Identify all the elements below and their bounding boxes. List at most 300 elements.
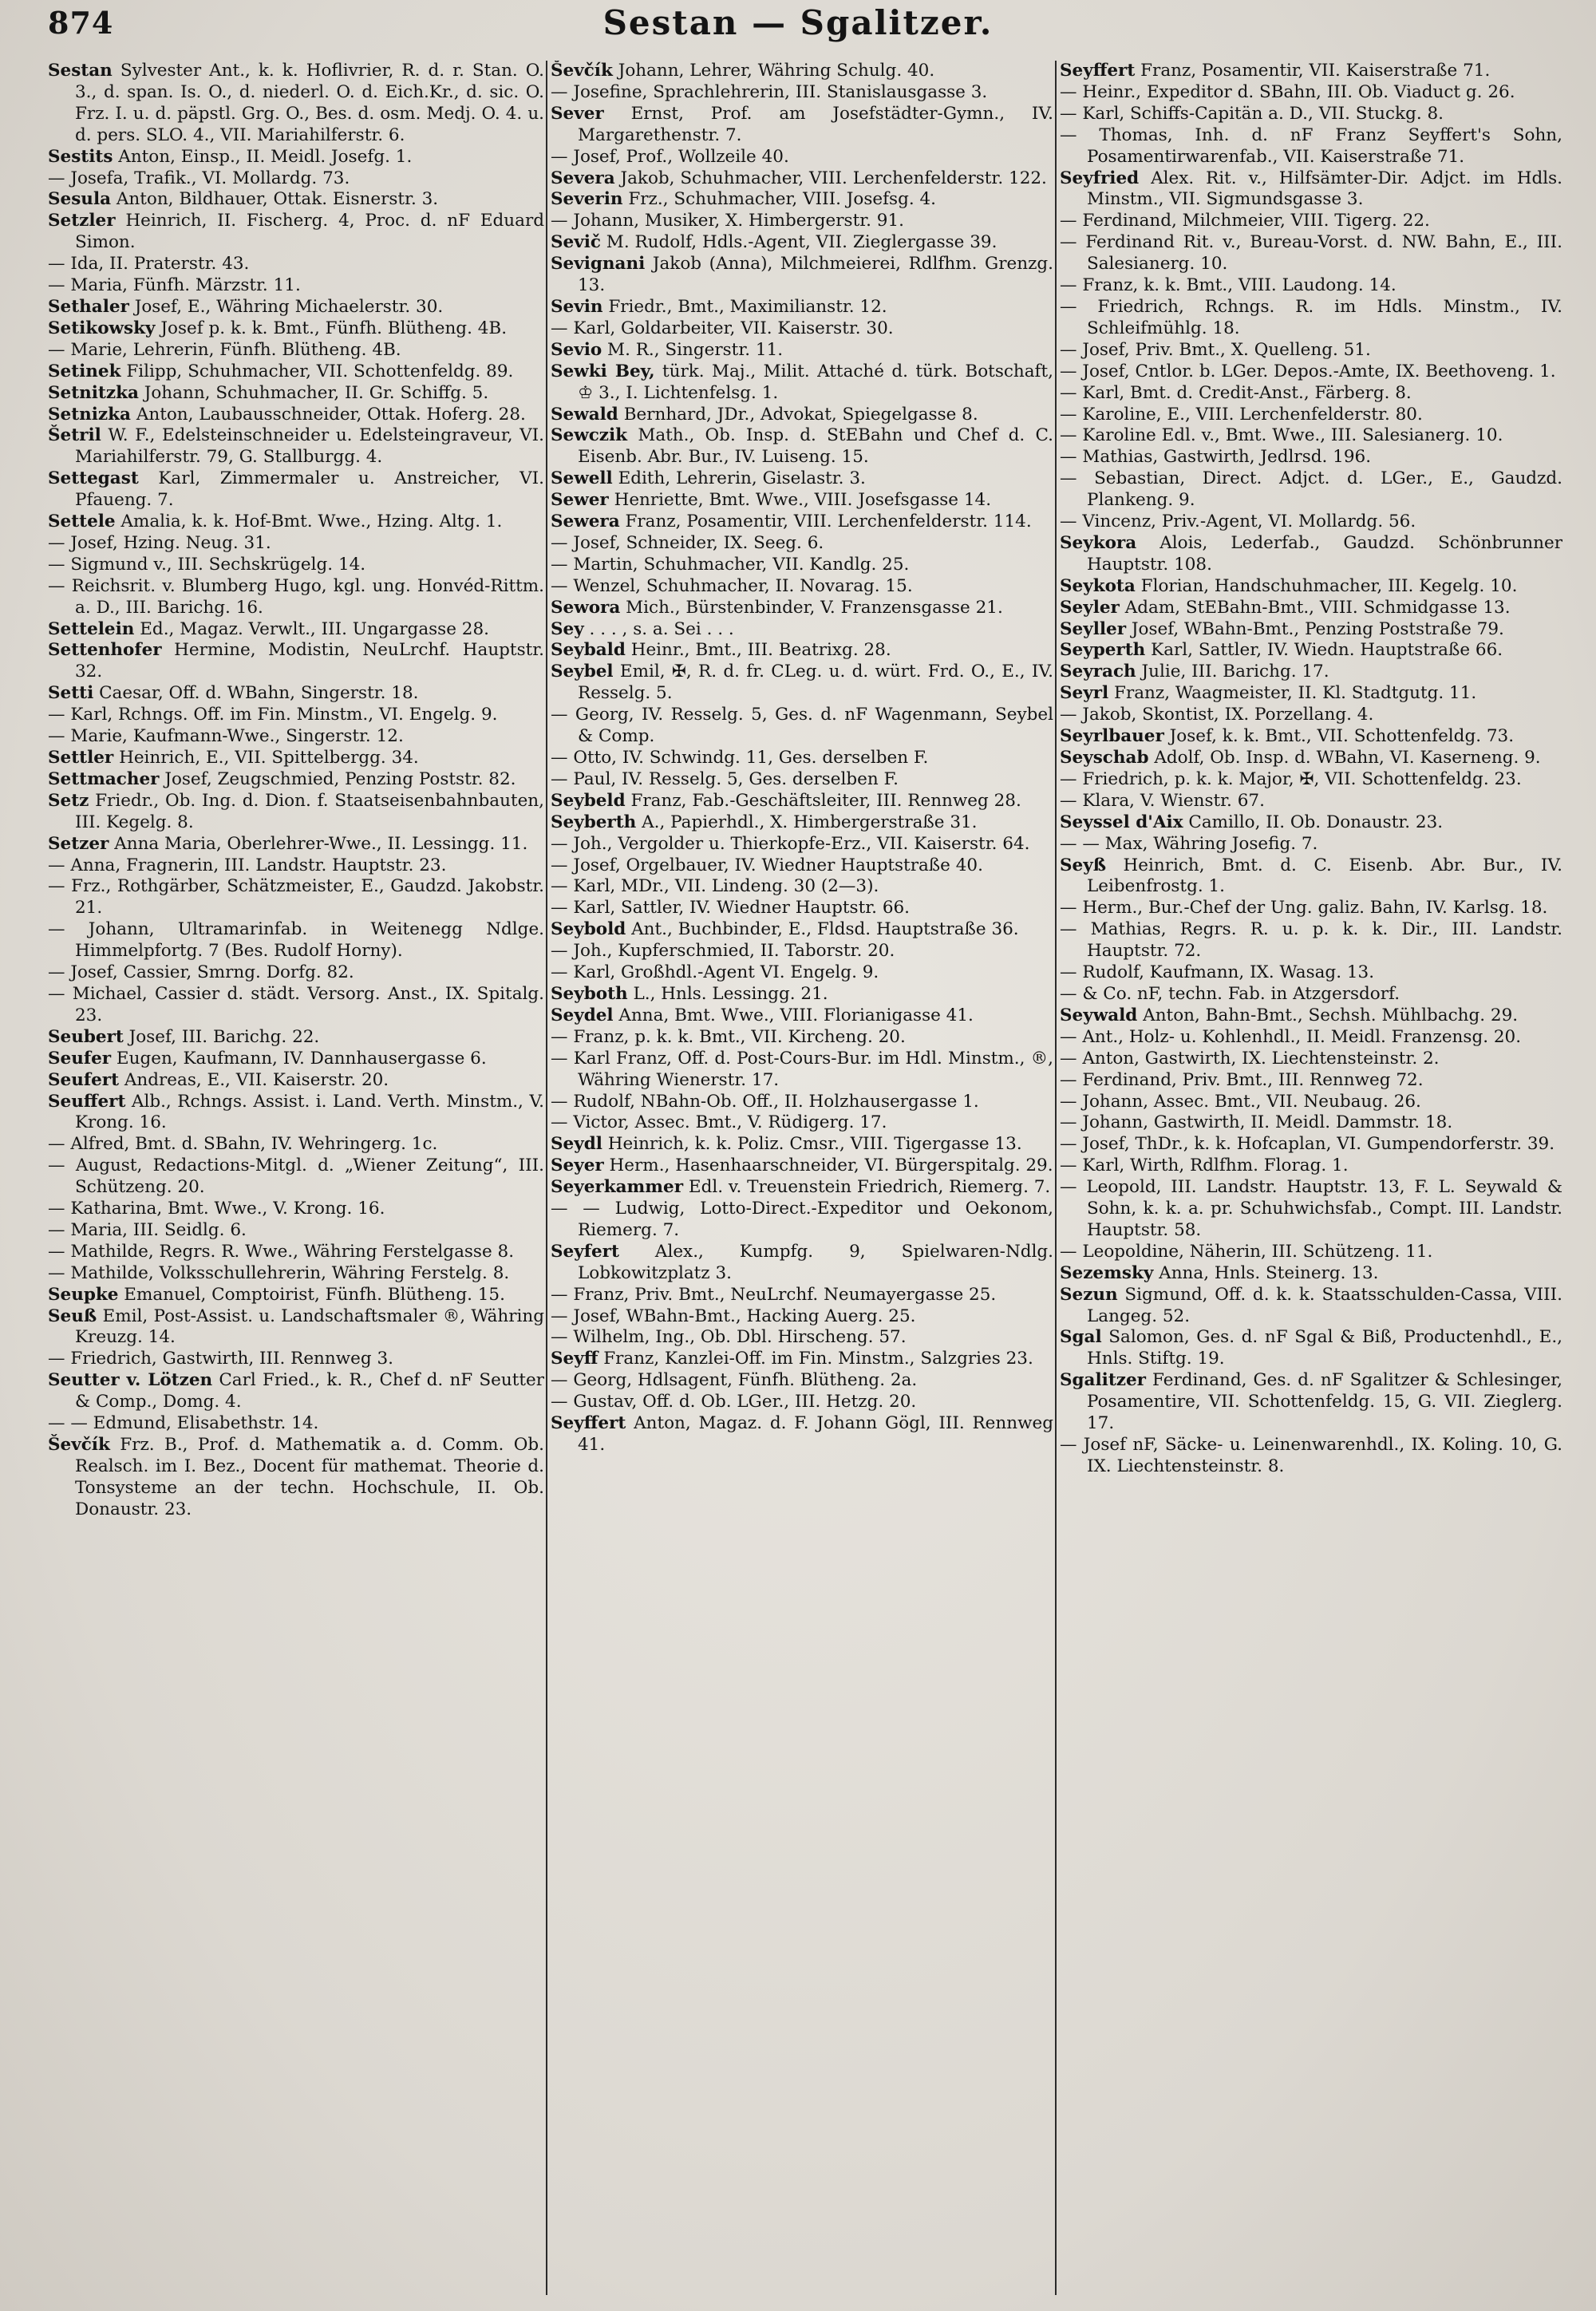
directory-entry bbox=[1060, 1049, 1562, 1070]
directory-entry bbox=[48, 1092, 544, 1135]
entry-details: Emanuel, Comptoirist, Fünfh. Blütheng. 15. bbox=[118, 1284, 505, 1305]
directory-entry bbox=[1060, 705, 1562, 726]
column-divider-1 bbox=[546, 61, 547, 2295]
directory-entry bbox=[1060, 1027, 1562, 1049]
entry-details: — Ferdinand Rit. v., Bureau-Vorst. d. NW. Bahn, E., III. Salesianerg. 10. bbox=[1060, 232, 1562, 275]
entry-surname: Setz bbox=[48, 790, 89, 811]
directory-entry bbox=[48, 769, 544, 791]
entry-details: Andreas, E., VII. Kaiserstr. 20. bbox=[119, 1069, 389, 1090]
entry-details: — Josef, Priv. Bmt., X. Quelleng. 51. bbox=[1060, 339, 1371, 360]
entry-surname: Seybold bbox=[551, 919, 626, 940]
directory-entry bbox=[551, 769, 1053, 791]
directory-entry bbox=[551, 919, 1053, 941]
entry-details: — Mathias, Regrs. R. u. p. k. k. Dir., III. Landstr. Hauptstr. 72. bbox=[1060, 919, 1562, 962]
directory-entry bbox=[551, 1285, 1053, 1306]
entry-details: — Klara, V. Wienstr. 67. bbox=[1060, 790, 1265, 811]
directory-entry bbox=[48, 576, 544, 619]
directory-entry bbox=[551, 619, 1053, 641]
entry-details: L., Hnls. Lessingg. 21. bbox=[627, 983, 828, 1004]
entry-details: Alex. Rit. v., Hilfsämter-Dir. Adjct. im Hdls. Minstm., VII. Sigmundsgasse 3. bbox=[1087, 168, 1562, 210]
entry-details: Eugen, Kaufmann, IV. Dannhausergasse 6. bbox=[111, 1048, 487, 1069]
entry-details: Franz, Kanzlei-Off. im Fin. Minstm., Salzgries 23. bbox=[598, 1349, 1033, 1369]
directory-entry bbox=[1060, 340, 1562, 361]
entry-details: Filipp, Schuhmacher, VII. Schottenfeldg. 89. bbox=[120, 361, 514, 381]
entry-details: Alex., Kumpfg. 9, Spielwaren-Ndlg. Lobkowitzplatz 3. bbox=[578, 1241, 1053, 1283]
directory-entry bbox=[48, 855, 544, 877]
entry-details: Adolf, Ob. Insp. d. WBahn, VI. Kaserneng. 9. bbox=[1148, 748, 1541, 768]
entry-details: Sylvester Ant., k. k. Hoflivrier, R. d. r. Stan. O. 3., d. span. Is. O., d. niederl. O. d. Eich.Kr., d. sic. O. Frz. I. u. d. päpstl. Grg. O., Bes. d. osm. Medj. O. 4. u. d. pers. SLO. 4., VII. Mariahilferstr. 6. bbox=[75, 61, 544, 145]
directory-entry bbox=[551, 340, 1053, 361]
directory-entry bbox=[1060, 1092, 1562, 1113]
entry-details: — Heinr., Expeditor d. SBahn, III. Ob. Viaduct g. 26. bbox=[1060, 81, 1515, 102]
directory-entry bbox=[1060, 82, 1562, 104]
directory-entry bbox=[48, 168, 544, 190]
directory-entry bbox=[1060, 425, 1562, 447]
entry-surname: Seyschab bbox=[1060, 748, 1149, 768]
entry-details: Sigmund, Off. d. k. k. Staatsschulden-Cassa, VIII. Langeg. 52. bbox=[1087, 1284, 1562, 1326]
entry-details: Florian, Handschuhmacher, III. Kegelg. 10. bbox=[1135, 575, 1518, 596]
entry-surname: Seyfried bbox=[1060, 168, 1140, 188]
directory-entry bbox=[48, 1370, 544, 1413]
entry-surname: Seyffert bbox=[551, 1413, 626, 1434]
entry-details: — Maria, Fünfh. Märzstr. 11. bbox=[48, 275, 301, 296]
entry-surname: Setti bbox=[48, 683, 94, 704]
directory-entry bbox=[551, 189, 1053, 211]
directory-entry bbox=[551, 812, 1053, 834]
entry-details: Josef p. k. k. Bmt., Fünfh. Blütheng. 4B. bbox=[155, 318, 508, 338]
directory-entry bbox=[1060, 812, 1562, 834]
directory-entry bbox=[551, 468, 1053, 490]
entry-details: Anna, Bmt. Wwe., VIII. Florianigasse 41. bbox=[613, 1005, 974, 1025]
directory-entry bbox=[1060, 1005, 1562, 1027]
entry-surname: Seufert bbox=[48, 1069, 120, 1090]
directory-entry bbox=[551, 1199, 1053, 1242]
directory-entry bbox=[1060, 769, 1562, 791]
entry-surname: Settenhofer bbox=[48, 640, 162, 661]
entry-details: Math., Ob. Insp. d. StEBahn und Chef d. C. Eisenb. Abr. Bur., IV. Luiseng. 15. bbox=[578, 425, 1053, 468]
directory-entry bbox=[1060, 104, 1562, 125]
entry-details: Anton, Einsp., II. Meidl. Josefg. 1. bbox=[113, 146, 413, 167]
directory-entry bbox=[551, 941, 1053, 962]
directory-entry bbox=[48, 1134, 544, 1156]
directory-entry bbox=[1060, 447, 1562, 468]
entry-details: — Katharina, Bmt. Wwe., V. Krong. 16. bbox=[48, 1199, 385, 1219]
entry-details: — Josef nF, Säcke- u. Leinenwarenhdl., IX. Koling. 10, G. IX. Liechtensteinstr. 8. bbox=[1060, 1435, 1562, 1476]
directory-entry bbox=[48, 683, 544, 705]
entry-surname: Seyberth bbox=[551, 812, 637, 832]
entry-details: Camillo, II. Ob. Donaustr. 23. bbox=[1183, 812, 1444, 832]
entry-details: — Wilhelm, Ing., Ob. Dbl. Hirscheng. 57. bbox=[551, 1327, 907, 1348]
entry-surname: Seuß bbox=[48, 1306, 97, 1326]
entry-surname: Seydl bbox=[551, 1134, 602, 1155]
directory-entry bbox=[48, 1435, 544, 1521]
entry-details: — Frz., Rothgärber, Schätzmeister, E., Gaudzd. Jakobstr. 21. bbox=[48, 876, 544, 918]
entry-surname: Sesula bbox=[48, 189, 112, 210]
entry-surname: Settegast bbox=[48, 468, 139, 489]
directory-entry bbox=[551, 855, 1053, 877]
entry-surname: Sevin bbox=[551, 296, 603, 317]
entry-surname: Settelein bbox=[48, 618, 135, 639]
directory-entry bbox=[551, 1027, 1053, 1049]
directory-entry bbox=[551, 1134, 1053, 1156]
directory-entry bbox=[551, 1049, 1053, 1092]
entry-surname: Seyrl bbox=[1060, 683, 1109, 704]
entry-details: — Karl, Bmt. d. Credit-Anst., Färberg. 8. bbox=[1060, 382, 1412, 403]
directory-entry bbox=[551, 748, 1053, 769]
directory-entry bbox=[1060, 962, 1562, 984]
directory-entry bbox=[551, 318, 1053, 340]
entry-details: — Josef, WBahn-Bmt., Hacking Auerg. 25. bbox=[551, 1306, 916, 1326]
directory-entry bbox=[551, 1177, 1053, 1199]
directory-entry bbox=[48, 61, 544, 147]
directory-entry bbox=[551, 1306, 1053, 1328]
entry-details: — Vincenz, Priv.-Agent, VI. Mollardg. 56. bbox=[1060, 512, 1416, 532]
directory-entry bbox=[1060, 468, 1562, 512]
entry-details: — Mathilde, Regrs. R. Wwe., Währing Ferstelgasse 8. bbox=[48, 1241, 515, 1262]
entry-surname: Setikowsky bbox=[48, 318, 156, 338]
directory-entry bbox=[551, 1242, 1053, 1285]
entry-surname: Setinek bbox=[48, 361, 121, 381]
directory-entry bbox=[1060, 640, 1562, 662]
entry-details: — Leopold, III. Landstr. Hauptstr. 13, F. L. Seywald & Sohn, k. k. a. pr. Schuhwichsfab., Compt. III. Landstr. Hauptstr. 58. bbox=[1060, 1177, 1562, 1240]
entry-surname: Seybel bbox=[551, 662, 614, 682]
entry-details: — Josefine, Sprachlehrerin, III. Stanislausgasse 3. bbox=[551, 81, 988, 102]
entry-details: M. Rudolf, Hdls.-Agent, VII. Zieglergasse 39. bbox=[600, 232, 998, 253]
directory-entry bbox=[551, 1392, 1053, 1413]
entry-details: — — Edmund, Elisabethstr. 14. bbox=[48, 1413, 319, 1434]
directory-entry bbox=[1060, 1134, 1562, 1156]
entry-surname: Seuffert bbox=[48, 1091, 126, 1112]
entry-surname: Seybald bbox=[551, 640, 626, 661]
directory-entry bbox=[551, 1413, 1053, 1456]
entry-surname: Sgal bbox=[1060, 1327, 1102, 1348]
directory-entry bbox=[48, 726, 544, 748]
entry-details: Alois, Lederfab., Gaudzd. Schönbrunner Hauptstr. 108. bbox=[1087, 532, 1562, 575]
entry-details: Josef, Zeugschmied, Penzing Poststr. 82. bbox=[159, 768, 516, 789]
directory-entry bbox=[551, 962, 1053, 984]
directory-entry bbox=[48, 1306, 544, 1349]
entry-details: — Rudolf, NBahn-Ob. Off., II. Holzhausergasse 1. bbox=[551, 1091, 979, 1112]
directory-entry bbox=[551, 361, 1053, 405]
entry-details: Frz., Schuhmacher, VIII. Josefsg. 4. bbox=[622, 189, 937, 210]
entry-details: . . . , s. a. Sei . . . bbox=[583, 618, 734, 639]
entry-surname: Ševčík bbox=[48, 1435, 110, 1455]
entry-surname: Seyerkammer bbox=[551, 1177, 684, 1198]
directory-entry bbox=[48, 512, 544, 533]
entry-details: Anna Maria, Oberlehrer-Wwe., II. Lessingg. 11. bbox=[109, 833, 528, 854]
directory-entry bbox=[551, 598, 1053, 619]
entry-details: — Marie, Lehrerin, Fünfh. Blütheng. 4B. bbox=[48, 339, 401, 360]
entry-details: — Josef, Schneider, IX. Seeg. 6. bbox=[551, 532, 824, 553]
entry-surname: Sewell bbox=[551, 468, 613, 489]
directory-entry bbox=[551, 834, 1053, 855]
entry-details: — Josef, Hzing. Neug. 31. bbox=[48, 532, 271, 553]
directory-entry bbox=[1060, 61, 1562, 82]
directory-entry bbox=[48, 361, 544, 383]
entry-details: — Karl, Großhdl.-Agent VI. Engelg. 9. bbox=[551, 962, 879, 983]
entry-surname: Seyff bbox=[551, 1349, 598, 1369]
entry-surname: Seyß bbox=[1060, 855, 1107, 875]
entry-details: Hermine, Modistin, NeuLrchf. Hauptstr. 32. bbox=[75, 640, 544, 682]
entry-details: türk. Maj., Milit. Attaché d. türk. Botschaft, ♔ 3., I. Lichtenfelsg. 1. bbox=[578, 361, 1053, 403]
entry-details: M. R., Singerstr. 11. bbox=[602, 339, 784, 360]
entry-surname: Seyfert bbox=[551, 1241, 619, 1262]
entry-details: Friedr., Ob. Ing. d. Dion. f. Staatseisenbahnbauten, III. Kegelg. 8. bbox=[75, 790, 544, 832]
entry-details: — Johann, Ultramarinfab. in Weitenegg Ndlge. Himmelpfortg. 7 (Bes. Rudolf Horny). bbox=[48, 919, 544, 962]
entry-details: — Friedrich, p. k. k. Major, ✠, VII. Schottenfeldg. 23. bbox=[1060, 768, 1522, 789]
directory-entry bbox=[551, 405, 1053, 426]
column-3 bbox=[1060, 61, 1562, 2295]
directory-entry bbox=[1060, 662, 1562, 683]
entry-details: — Ida, II. Praterstr. 43. bbox=[48, 254, 250, 275]
directory-entry bbox=[1060, 748, 1562, 769]
directory-entry bbox=[48, 1413, 544, 1435]
directory-entry bbox=[48, 1070, 544, 1092]
directory-entry bbox=[48, 533, 544, 555]
directory-entry bbox=[1060, 275, 1562, 297]
directory-entry bbox=[551, 1370, 1053, 1392]
directory-entry bbox=[1060, 297, 1562, 340]
directory-entry bbox=[1060, 125, 1562, 168]
directory-entry bbox=[551, 61, 1053, 82]
entry-details: A., Papierhdl., X. Himbergerstraße 31. bbox=[636, 812, 978, 832]
directory-entry bbox=[48, 318, 544, 340]
entry-details: Franz, Waagmeister, II. Kl. Stadtgutg. 11. bbox=[1108, 683, 1477, 704]
directory-entry bbox=[48, 962, 544, 984]
directory-entry bbox=[551, 898, 1053, 919]
entry-details: — Franz, p. k. k. Bmt., VII. Kircheng. 20. bbox=[551, 1026, 906, 1047]
entry-surname: Seyer bbox=[551, 1156, 604, 1176]
entry-details: Heinr., Bmt., III. Beatrixg. 28. bbox=[625, 640, 891, 661]
entry-details: Emil, ✠, R. d. fr. CLeg. u. d. würt. Frd. O., E., IV. Resselg. 5. bbox=[578, 662, 1053, 704]
entry-details: — & Co. nF, techn. Fab. in Atzgersdorf. bbox=[1060, 983, 1400, 1004]
directory-entry bbox=[48, 748, 544, 769]
column-divider-2 bbox=[1055, 61, 1057, 2295]
directory-entry bbox=[1060, 533, 1562, 576]
page-header bbox=[0, 0, 1596, 49]
entry-surname: Sestits bbox=[48, 146, 113, 167]
directory-entry bbox=[48, 984, 544, 1027]
entry-details: — Ferdinand, Priv. Bmt., III. Rennweg 72. bbox=[1060, 1069, 1424, 1090]
entry-details: Josef, E., Währing Michaelerstr. 30. bbox=[128, 296, 444, 317]
entry-details: Franz, Posamentir, VII. Kaiserstraße 71. bbox=[1135, 61, 1491, 81]
entry-details: — Josef, Cassier, Smrng. Dorfg. 82. bbox=[48, 962, 354, 983]
directory-entry bbox=[551, 640, 1053, 662]
entry-details: — Maria, III. Seidlg. 6. bbox=[48, 1219, 247, 1240]
directory-entry bbox=[551, 168, 1053, 190]
entry-surname: Seyffert bbox=[1060, 61, 1136, 81]
entry-details: Ant., Buchbinder, E., Fldsd. Hauptstraße 36. bbox=[626, 919, 1019, 940]
entry-surname: Sezun bbox=[1060, 1284, 1118, 1305]
entry-details: Jakob, Schuhmacher, VIII. Lerchenfelderstr. 122. bbox=[614, 168, 1047, 188]
entry-details: — Josef, ThDr., k. k. Hofcaplan, VI. Gumpendorferstr. 39. bbox=[1060, 1134, 1555, 1155]
entry-surname: Sewer bbox=[551, 490, 609, 511]
entry-surname: Seyler bbox=[1060, 597, 1120, 618]
entry-details: Bernhard, JDr., Advokat, Spiegelgasse 8. bbox=[618, 404, 978, 425]
entry-details: Anton, Bildhauer, Ottak. Eisnerstr. 3. bbox=[111, 189, 439, 210]
entry-surname: Setnitzka bbox=[48, 382, 139, 403]
directory-entry bbox=[1060, 726, 1562, 748]
entry-surname: Severa bbox=[551, 168, 615, 188]
entry-surname: Sestan bbox=[48, 61, 113, 81]
entry-details: — Georg, IV. Resselg. 5, Ges. d. nF Wagenmann, Seybel & Comp. bbox=[551, 705, 1053, 747]
entry-details: — — Max, Währing Josefig. 7. bbox=[1060, 833, 1318, 854]
directory-entry bbox=[1060, 855, 1562, 899]
directory-entry bbox=[48, 1242, 544, 1263]
column-1 bbox=[48, 61, 544, 2295]
directory-entry bbox=[1060, 1156, 1562, 1177]
page-number: 874 bbox=[48, 5, 114, 41]
entry-surname: Seykora bbox=[1060, 532, 1137, 553]
entry-details: — Mathias, Gastwirth, Jedlrsd. 196. bbox=[1060, 447, 1372, 468]
directory-entry bbox=[1060, 405, 1562, 426]
entry-details: Anton, Magaz. d. F. Johann Gögl, III. Rennweg 41. bbox=[578, 1413, 1053, 1455]
directory-entry bbox=[48, 705, 544, 726]
entry-surname: Setzer bbox=[48, 833, 109, 854]
directory-entry bbox=[1060, 383, 1562, 405]
entry-details: Edith, Lehrerin, Giselastr. 3. bbox=[612, 468, 866, 489]
entry-surname: Sgalitzer bbox=[1060, 1370, 1146, 1391]
entry-surname: Sewki Bey, bbox=[551, 361, 655, 381]
entry-details: Carl Fried., k. R., Chef d. nF Seutter & Comp., Domg. 4. bbox=[75, 1370, 544, 1412]
directory-entry bbox=[1060, 598, 1562, 619]
entry-details: Anton, Laubausschneider, Ottak. Hoferg. 28. bbox=[130, 404, 526, 425]
directory-entry bbox=[48, 919, 544, 962]
entry-surname: Seyperth bbox=[1060, 640, 1146, 661]
directory-entry bbox=[551, 984, 1053, 1005]
entry-details: Heinrich, k. k. Poliz. Cmsr., VIII. Tigergasse 13. bbox=[602, 1134, 1022, 1155]
directory-entry bbox=[1060, 898, 1562, 919]
entry-surname: Sevignani bbox=[551, 254, 646, 275]
entry-details: — Josef, Cntlor. b. LGer. Depos.-Amte, IX. Beethoveng. 1. bbox=[1060, 361, 1556, 381]
entry-details: — Georg, Hdlsagent, Fünfh. Blütheng. 2a. bbox=[551, 1370, 918, 1391]
directory-entry bbox=[48, 1156, 544, 1199]
directory-entry bbox=[551, 1327, 1053, 1349]
entry-surname: Seufer bbox=[48, 1048, 112, 1069]
entry-details: — Gustav, Off. d. Ob. LGer., III. Hetzg. 20. bbox=[551, 1392, 917, 1412]
page-title: Sestan — Sgalitzer. bbox=[602, 3, 994, 42]
entry-surname: Seyssel d'Aix bbox=[1060, 812, 1183, 832]
entry-details: — Karl, Schiffs-Capitän a. D., VII. Stuckg. 8. bbox=[1060, 103, 1444, 124]
directory-entry bbox=[1060, 211, 1562, 232]
entry-surname: Seybeld bbox=[551, 790, 626, 811]
directory-entry bbox=[1060, 791, 1562, 812]
directory-entry bbox=[1060, 1370, 1562, 1435]
entry-details: — August, Redactions-Mitgl. d. „Wiener Zeitung“, III. Schützeng. 20. bbox=[48, 1156, 544, 1198]
directory-entry bbox=[48, 1285, 544, 1306]
directory-entry bbox=[1060, 1070, 1562, 1092]
entry-details: — Michael, Cassier d. städt. Versorg. Anst., IX. Spitalg. 23. bbox=[48, 983, 544, 1025]
entry-surname: Sey bbox=[551, 618, 584, 639]
entry-details: — Herm., Bur.-Chef der Ung. galiz. Bahn, IV. Karlsg. 18. bbox=[1060, 898, 1548, 918]
directory-entry bbox=[1060, 1263, 1562, 1285]
directory-entry bbox=[551, 232, 1053, 254]
entry-details: Karl, Sattler, IV. Wiedn. Hauptstraße 66. bbox=[1145, 640, 1503, 661]
entry-details: — Franz, Priv. Bmt., NeuLrchf. Neumayergasse 25. bbox=[551, 1284, 997, 1305]
entry-details: — Friedrich, Rchngs. R. im Hdls. Minstm., IV. Schleifmühlg. 18. bbox=[1060, 296, 1562, 338]
entry-surname: Sewera bbox=[551, 512, 620, 532]
directory-entry bbox=[551, 876, 1053, 898]
directory-entry bbox=[1060, 1327, 1562, 1370]
entry-details: Ed., Magaz. Verwlt., III. Ungargasse 28. bbox=[134, 618, 489, 639]
directory-entry bbox=[551, 425, 1053, 468]
entry-surname: Sethaler bbox=[48, 296, 129, 317]
entry-surname: Severin bbox=[551, 189, 623, 210]
directory-entry bbox=[48, 468, 544, 512]
entry-details: — Rudolf, Kaufmann, IX. Wasag. 13. bbox=[1060, 962, 1375, 983]
entry-surname: Settler bbox=[48, 748, 114, 768]
entry-surname: Seydel bbox=[551, 1005, 614, 1025]
directory-entry bbox=[1060, 683, 1562, 705]
directory-entry bbox=[48, 640, 544, 683]
directory-entry bbox=[1060, 834, 1562, 855]
entry-surname: Sezemsky bbox=[1060, 1262, 1154, 1283]
entry-details: — Victor, Assec. Bmt., V. Rüdigerg. 17. bbox=[551, 1112, 887, 1133]
entry-details: — Joh., Vergolder u. Thierkopfe-Erz., VII. Kaiserstr. 64. bbox=[551, 833, 1030, 854]
directory-entry bbox=[48, 555, 544, 576]
entry-details: Julie, III. Barichg. 17. bbox=[1136, 662, 1329, 682]
entry-details: Mich., Bürstenbinder, V. Franzensgasse 21. bbox=[620, 597, 1003, 618]
directory-entry bbox=[1060, 919, 1562, 962]
entry-details: Edl. v. Treuenstein Friedrich, Riemerg. 7. bbox=[683, 1177, 1051, 1198]
directory-entry bbox=[48, 383, 544, 405]
entry-surname: Settele bbox=[48, 512, 116, 532]
directory-entry bbox=[48, 619, 544, 641]
entry-details: — Martin, Schuhmacher, VII. Kandlg. 25. bbox=[551, 554, 910, 575]
entry-details: — Alfred, Bmt. d. SBahn, IV. Wehringerg. 1c. bbox=[48, 1134, 438, 1155]
directory-entry bbox=[48, 1220, 544, 1242]
entry-details: — Josefa, Trafik., VI. Mollardg. 73. bbox=[48, 168, 350, 188]
entry-details: — Sigmund v., III. Sechskrügelg. 14. bbox=[48, 554, 366, 575]
directory-entry bbox=[1060, 1285, 1562, 1328]
entry-details: — Anton, Gastwirth, IX. Liechtensteinstr. 2. bbox=[1060, 1048, 1440, 1069]
directory-entry bbox=[48, 297, 544, 318]
entry-details: — Johann, Gastwirth, II. Meidl. Dammstr. 18. bbox=[1060, 1112, 1453, 1133]
directory-entry bbox=[1060, 361, 1562, 383]
entry-details: — Reichsrit. v. Blumberg Hugo, kgl. ung. Honvéd-Rittm. a. D., III. Barichg. 16. bbox=[48, 575, 544, 618]
entry-surname: Sewald bbox=[551, 404, 618, 425]
entry-surname: Seubert bbox=[48, 1026, 124, 1047]
entry-details: — Jakob, Skontist, IX. Porzellang. 4. bbox=[1060, 705, 1374, 725]
directory-entry bbox=[1060, 576, 1562, 598]
entry-details: Karl, Zimmermaler u. Anstreicher, VI. Pfaueng. 7. bbox=[75, 468, 544, 511]
directory-entry bbox=[551, 1156, 1053, 1177]
entry-surname: Settmacher bbox=[48, 768, 160, 789]
directory-entry bbox=[1060, 1435, 1562, 1478]
entry-surname: Setnizka bbox=[48, 404, 131, 425]
directory-entry bbox=[48, 147, 544, 168]
entry-surname: Seutter v. Lötzen bbox=[48, 1370, 213, 1391]
entry-details: — Johann, Assec. Bmt., VII. Neubaug. 26. bbox=[1060, 1091, 1421, 1112]
entry-surname: Šetril bbox=[48, 425, 101, 446]
entry-details: — Thomas, Inh. d. nF Franz Seyffert's Sohn, Posamentirwarenfab., VII. Kaiserstraße 71. bbox=[1060, 124, 1562, 167]
entry-surname: Sevio bbox=[551, 339, 602, 360]
entry-details: Johann, Schuhmacher, II. Gr. Schiffg. 5. bbox=[138, 382, 489, 403]
directory-entry bbox=[551, 82, 1053, 104]
directory-entry bbox=[551, 705, 1053, 748]
entry-surname: Sewora bbox=[551, 597, 621, 618]
entry-surname: Setzler bbox=[48, 211, 116, 231]
entry-details: Franz, Fab.-Geschäftsleiter, III. Rennweg 28. bbox=[625, 790, 1021, 811]
directory-entry bbox=[551, 512, 1053, 533]
entry-details: — Karl, Sattler, IV. Wiedner Hauptstr. 66. bbox=[551, 898, 911, 918]
entry-details: Adam, StEBahn-Bmt., VIII. Schmidgasse 13. bbox=[1119, 597, 1511, 618]
directory-entry bbox=[48, 1049, 544, 1070]
directory-entry bbox=[551, 104, 1053, 147]
entry-details: — Joh., Kupferschmied, II. Taborstr. 20. bbox=[551, 941, 895, 962]
directory-entry bbox=[48, 876, 544, 919]
entry-details: Frz. B., Prof. d. Mathematik a. d. Comm. Ob. Realsch. im I. Bez., Docent für mathemat. Theorie d. Tonsysteme an der techn. Hochschule, II. Ob. Donaustr. 23. bbox=[75, 1435, 544, 1519]
